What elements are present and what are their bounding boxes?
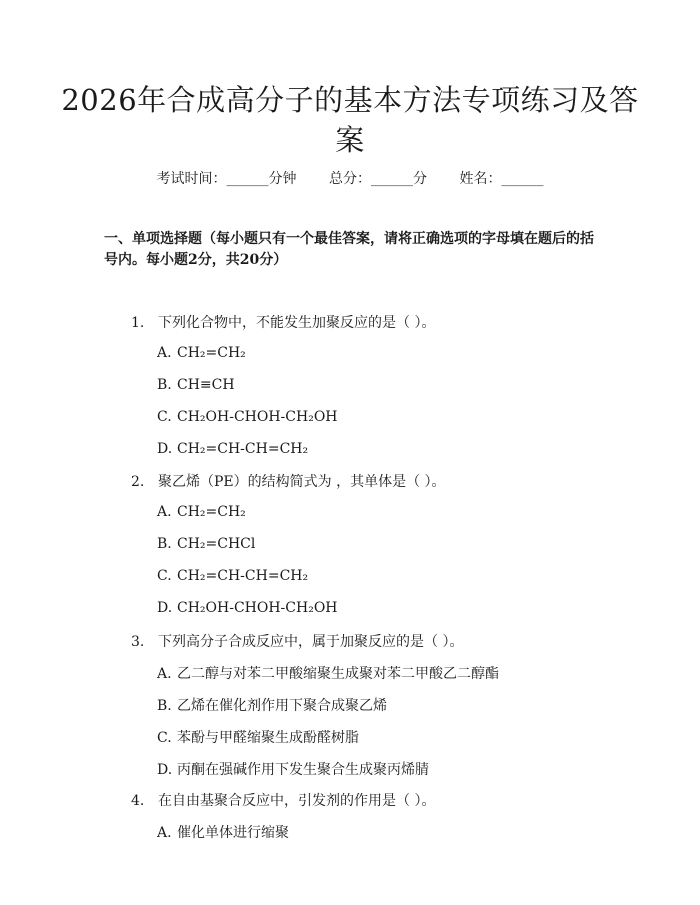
section-heading: 一、单项选择题（每小题只有一个最佳答案，请将正确选项的字母填在题后的括号内。每小题2分，共20分） [104, 231, 594, 268]
option-text: CH₂=CH-CH=CH₂ [177, 568, 309, 584]
question-number: 4. [131, 793, 145, 809]
option-text: CH≡CH [177, 377, 235, 393]
option-text: CH₂=CH₂ [177, 345, 246, 361]
option-text: CH₂OH-CHOH-CH₂OH [177, 409, 338, 425]
option-1a [157, 345, 246, 361]
option-text: CH₂=CHCl [177, 536, 256, 552]
option-label: B. [157, 536, 172, 552]
option-3c [157, 727, 359, 747]
option-label: D. [157, 441, 173, 457]
question-4 [131, 790, 435, 810]
option-label: C. [157, 730, 172, 746]
question-number: 3. [131, 634, 145, 650]
option-3a [157, 663, 499, 683]
option-label: B. [157, 377, 172, 393]
option-text: 苯酚与甲醛缩聚生成酚醛树脂 [177, 730, 359, 746]
option-text: CH₂OH-CHOH-CH₂OH [177, 600, 338, 616]
option-label: C. [157, 409, 172, 425]
option-label: A. [157, 504, 172, 520]
exam-name: 姓名：______ [459, 171, 544, 187]
option-label: A. [157, 345, 172, 361]
question-text: 在自由基聚合反应中，引发剂的作用是（ ）。 [158, 793, 436, 809]
option-1c [157, 409, 338, 425]
option-text: 丙酮在强碱作用下发生聚合生成聚丙烯腈 [177, 762, 429, 778]
option-3d [157, 759, 429, 779]
option-2a [157, 504, 246, 520]
question-3 [131, 631, 463, 651]
question-2 [131, 471, 446, 491]
option-label: C. [157, 568, 172, 584]
option-text: CH₂=CH-CH=CH₂ [177, 441, 309, 457]
option-2d [157, 600, 338, 616]
question-1 [131, 312, 435, 332]
option-text: 催化单体进行缩聚 [177, 825, 289, 841]
option-label: D. [157, 762, 173, 778]
exam-time: 考试时间：______分钟 [156, 171, 297, 187]
option-1d [157, 441, 308, 457]
option-text: CH₂=CH₂ [177, 504, 246, 520]
option-label: D. [157, 600, 173, 616]
option-label: B. [157, 698, 172, 714]
page-title: 2026年合成高分子的基本方法专项练习及答案 [61, 83, 639, 157]
exam-total-score: 总分：______分 [329, 171, 427, 187]
question-text: 下列化合物中，不能发生加聚反应的是（ ）。 [158, 315, 436, 331]
option-label: A. [157, 825, 172, 841]
option-label: A. [157, 666, 172, 682]
option-4a [157, 822, 289, 842]
option-text: 乙烯在催化剂作用下聚合成聚乙烯 [177, 698, 387, 714]
option-2c [157, 568, 308, 584]
option-2b [157, 536, 255, 552]
question-text: 聚乙烯（PE）的结构简式为 ，其单体是（ ）。 [158, 474, 446, 490]
option-3b [157, 695, 387, 715]
option-1b [157, 377, 235, 393]
exam-info [0, 168, 700, 188]
question-number: 1. [131, 315, 145, 331]
option-text: 乙二醇与对苯二甲酸缩聚生成聚对苯二甲酸乙二醇酯 [177, 666, 499, 682]
question-text: 下列高分子合成反应中，属于加聚反应的是（ ）。 [158, 634, 464, 650]
question-number: 2. [131, 474, 145, 490]
